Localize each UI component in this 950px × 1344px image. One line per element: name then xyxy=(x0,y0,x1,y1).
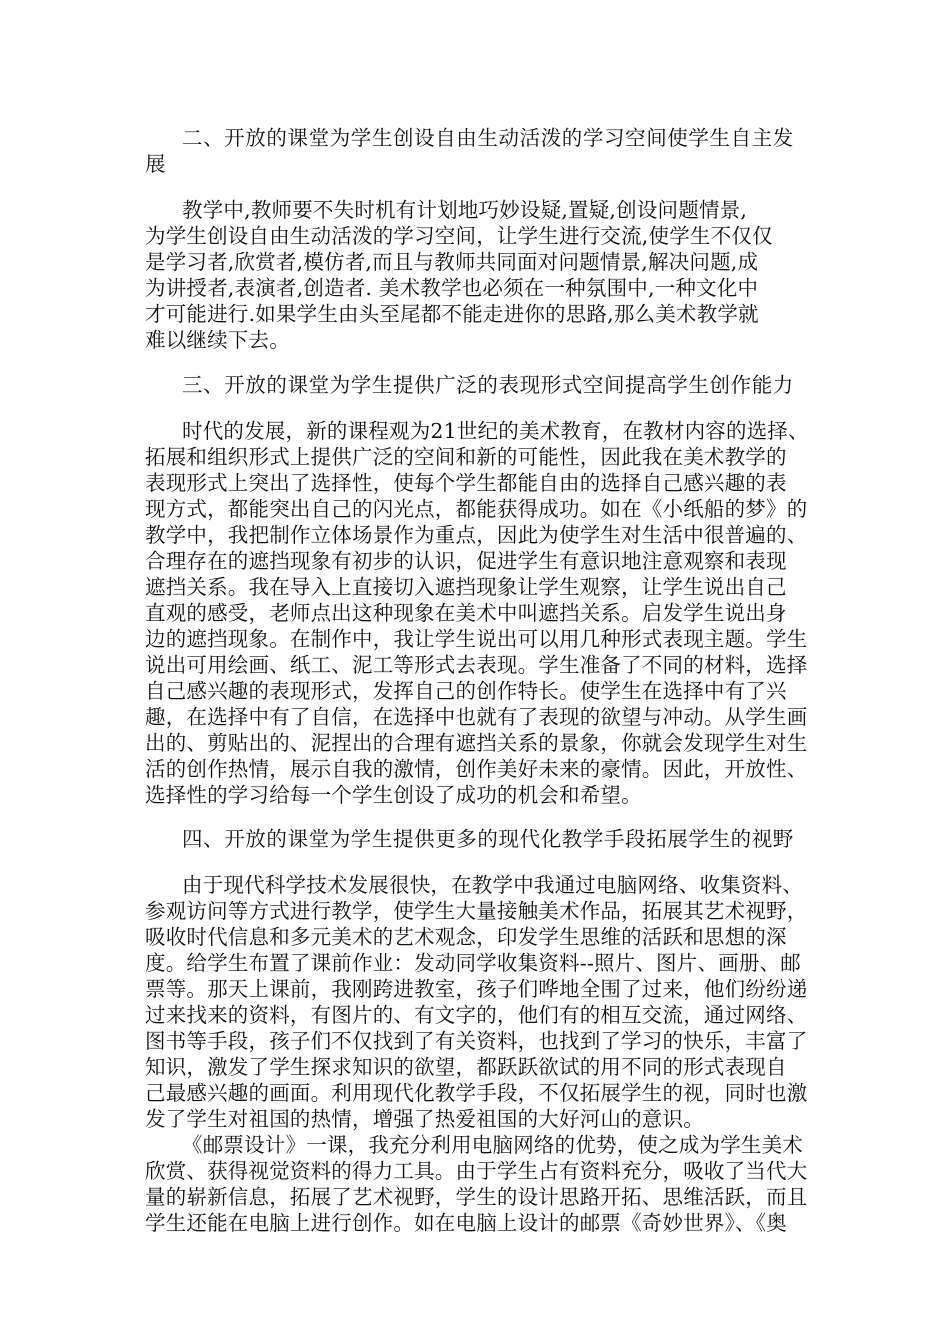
section-2-paragraph-line: 才可能进行.如果学生由头至尾都不能走进你的思路,那么美术教学就 xyxy=(145,302,759,326)
section-3-heading: 三、开放的课堂为学生提供广泛的表现形式空间提高学生创作能力 xyxy=(182,373,794,397)
section-4-paragraph-2-line: 欣赏、获得视觉资料的得力工具。由于学生占有资料充分，吸收了当代大 xyxy=(145,1159,808,1183)
section-3-paragraph-line: 现方式，都能突出自己的闪光点，都能获得成功。如在《小纸船的梦》的 xyxy=(145,497,808,521)
section-2-heading-line-2: 展 xyxy=(145,152,166,176)
section-3-paragraph-line: 说出可用绘画、纸工、泥工等形式去表现。学生准备了不同的材料，选择 xyxy=(145,653,808,677)
section-4-paragraph-line: 己最感兴趣的画面。利用现代化教学手段，不仅拓展学生的视，同时也激 xyxy=(145,1081,808,1105)
section-3-paragraph-line: 出的、剪贴出的、泥捏出的合理有遮挡关系的景象，你就会发现学生对生 xyxy=(145,731,808,755)
section-2-paragraph-line: 难以继续下去。 xyxy=(145,328,290,352)
section-3-paragraph-line: 活的创作热情，展示自我的激情，创作美好未来的豪情。因此，开放性、 xyxy=(145,757,808,781)
section-4-heading: 四、开放的课堂为学生提供更多的现代化教学手段拓展学生的视野 xyxy=(182,827,794,851)
section-4-paragraph-2-line: 量的崭新信息，拓展了艺术视野，学生的设计思路开拓、思维活跃，而且 xyxy=(145,1185,808,1209)
section-4-paragraph-line: 过来找来的资料，有图片的、有文字的，他们有的相互交流，通过网络、 xyxy=(145,1003,808,1027)
section-3-paragraph-line: 选择性的学习给每一个学生创设了成功的机会和希望。 xyxy=(145,783,642,807)
section-4-paragraph-line: 参观访问等方式进行教学，使学生大量接触美术作品，拓展其艺术视野， xyxy=(145,899,808,923)
section-4-paragraph-line: 度。给学生布置了课前作业：发动同学收集资料--照片、图片、画册、邮 xyxy=(145,951,801,975)
section-3-paragraph-line: 教学中，我把制作立体场景作为重点，因此为使学生对生活中很普遍的、 xyxy=(145,523,808,547)
section-4-paragraph-line: 发了学生对祖国的热情，增强了热爱祖国的大好河山的意识。 xyxy=(145,1107,704,1131)
section-4-paragraph-line: 票等。那天上课前，我刚跨进教室，孩子们哗地全围了过来，他们纷纷递 xyxy=(145,977,808,1001)
section-3-paragraph-line: 自己感兴趣的表现形式，发挥自己的创作特长。使学生在选择中有了兴 xyxy=(145,679,787,703)
section-2-paragraph-line: 为学生创设自由生动活泼的学习空间，让学生进行交流,使学生不仅仅 xyxy=(145,224,773,248)
section-2-heading-line-1: 二、开放的课堂为学生创设自由生动活泼的学习空间使学生自主发 xyxy=(182,126,794,150)
section-3-paragraph-line: 合理存在的遮挡现象有初步的认识，促进学生有意识地注意观察和表现 xyxy=(145,549,787,573)
section-3-paragraph-line: 趣，在选择中有了自信，在选择中也就有了表现的欲望与冲动。从学生画 xyxy=(145,705,808,729)
section-3-paragraph-line: 表现形式上突出了选择性，使每个学生都能自由的选择自己感兴趣的表 xyxy=(145,471,787,495)
section-4-paragraph-2-line: 学生还能在电脑上进行创作。如在电脑上设计的邮票《奇妙世界》、《奥 xyxy=(145,1211,787,1235)
section-3-paragraph-line: 直观的感受，老师点出这种现象在美术中叫遮挡关系。启发学生说出身 xyxy=(145,601,787,625)
section-4-paragraph-line: 吸收时代信息和多元美术的艺术观念，印发学生思维的活跃和思想的深 xyxy=(145,925,787,949)
section-3-paragraph-line: 拓展和组织形式上提供广泛的空间和新的可能性，因此我在美术教学的 xyxy=(145,445,787,469)
section-4-paragraph-line: 由于现代科学技术发展很快，在教学中我通过电脑网络、收集资料、 xyxy=(182,873,803,897)
section-2-paragraph-line: 是学习者,欣赏者,模仿者,而且与教师共同面对问题情景,解决问题,成 xyxy=(145,250,759,274)
section-2-paragraph-line: 为讲授者,表演者,创造者. 美术教学也必须在一种氛围中,一种文化中 xyxy=(145,276,759,300)
section-4-paragraph-2-line: 《邮票设计》一课，我充分利用电脑网络的优势，使之成为学生美术 xyxy=(182,1133,803,1157)
section-3-paragraph-line: 边的遮挡现象。在制作中，我让学生说出可以用几种形式表现主题。学生 xyxy=(145,627,808,651)
section-3-paragraph-line: 时代的发展，新的课程观为21世纪的美术教育，在教材内容的选择、 xyxy=(182,419,809,443)
section-2-paragraph-line: 教学中,教师要不失时机有计划地巧妙设疑,置疑,创设问题情景, xyxy=(182,198,748,222)
section-4-paragraph-line: 知识，激发了学生探求知识的欲望，都跃跃欲试的用不同的形式表现自 xyxy=(145,1055,787,1079)
section-4-paragraph-line: 图书等手段，孩子们不仅找到了有关资料，也找到了学习的快乐，丰富了 xyxy=(145,1029,808,1053)
section-3-paragraph-line: 遮挡关系。我在导入上直接切入遮挡现象让学生观察，让学生说出自己 xyxy=(145,575,787,599)
